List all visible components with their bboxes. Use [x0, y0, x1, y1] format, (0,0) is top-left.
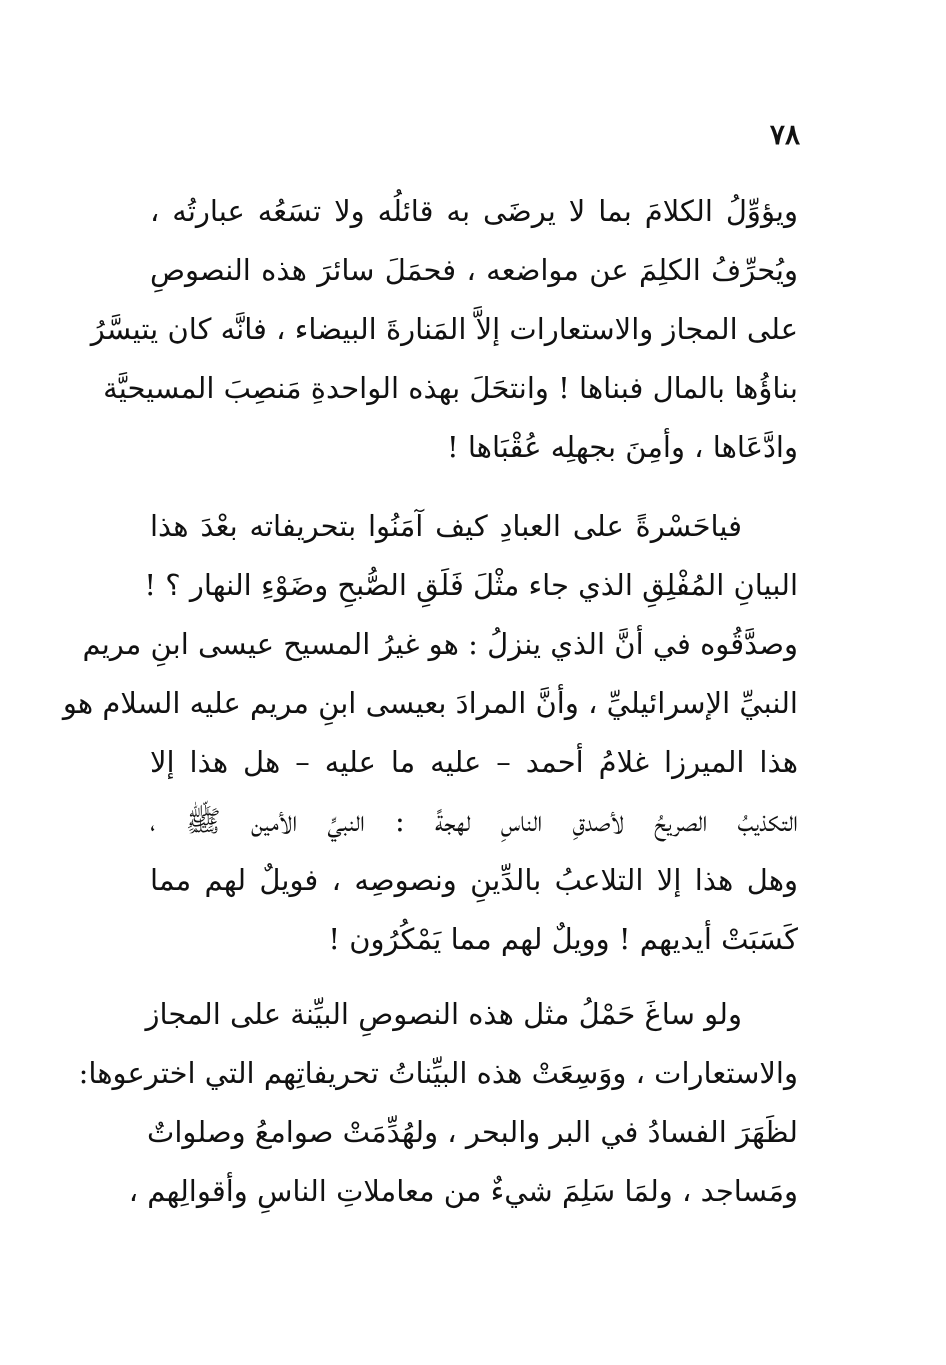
- paragraph-line: هذا الميرزا غلامُ أحمد – عليه ما عليه – هل هذا إلا: [150, 745, 798, 779]
- paragraph-line: على المجاز والاستعارات إلاَّ المَنارةَ البيضاء ، فانَّه كان يتيسَّرُ: [90, 312, 798, 346]
- paragraph-line: لظَهَرَ الفسادُ في البر والبحر ، ولهُدِّمَتْ صوامعُ وصلواتٌ: [147, 1115, 798, 1149]
- paragraph-line: ويؤوِّلُ الكلامَ بما لا يرضَى به قائلُه ولا تسَعُه عبارتُه ،: [150, 194, 798, 228]
- paragraph-line: ولو ساغَ حَمْلُ مثل هذه النصوصِ البيِّنة على المجاز: [145, 997, 742, 1031]
- paragraph-line: ومَساجد ، ولمَا سَلِمَ شيءٌ من معاملاتِ الناسِ وأقوالِهم ،: [128, 1174, 798, 1208]
- paragraph-2: [62, 497, 798, 969]
- paragraph-line: بناؤُها بالمال فبناها ! وانتحَلَ بهذه الواحدةِ مَنصِبَ المسيحيَّة: [103, 371, 798, 405]
- paragraph-line: والاستعارات ، ووَسِعَتْ هذه البيِّناتُ تحريفاتِهم التي اخترعوها:: [78, 1056, 798, 1090]
- paragraph-line: ويُحرِّفُ الكلِمَ عن مواضعه ، فحمَلَ سائرَ هذه النصوصِ: [150, 253, 798, 287]
- paragraph-line: وادَّعَاها ، وأمِنَ بجهلِه عُقْبَاها !: [446, 430, 798, 464]
- page-number: ٧٨: [769, 118, 800, 151]
- paragraph-line: كَسَبَتْ أيديهم ! وويلٌ لهم مما يَمْكُرُون !: [328, 922, 798, 956]
- paragraph-line: وهل هذا إلا التلاعبُ بالدِّينِ ونصوصِه ، فويلٌ لهم مما: [150, 863, 798, 897]
- paragraph-3: [78, 985, 798, 1221]
- paragraph-line: التكذيبُ الصريحُ لأصدقِ الناسِ لهجةً : النبيِّ الأمين ﷺ ،: [150, 804, 798, 838]
- paragraph-line: البيانِ المُفْلِقِ الذي جاء مثْلَ فَلَقِ الصُّبحِ وضَوْءِ النهار ؟ !: [144, 568, 798, 602]
- paragraph-line: النبيِّ الإسرائيليِّ ، وأنَّ المرادَ بعيسى ابنِ مريم عليه السلام هو: [62, 686, 798, 720]
- paragraph-1: [90, 182, 798, 477]
- paragraph-line: وصدَّقُوه في أنَّ الذي ينزلُ : هو غيرُ المسيح عيسى ابنِ مريم: [82, 627, 798, 661]
- paragraph-line: فياحَسْرةً على العبادِ كيف آمَنُوا بتحريفاته بعْدَ هذا: [150, 509, 742, 543]
